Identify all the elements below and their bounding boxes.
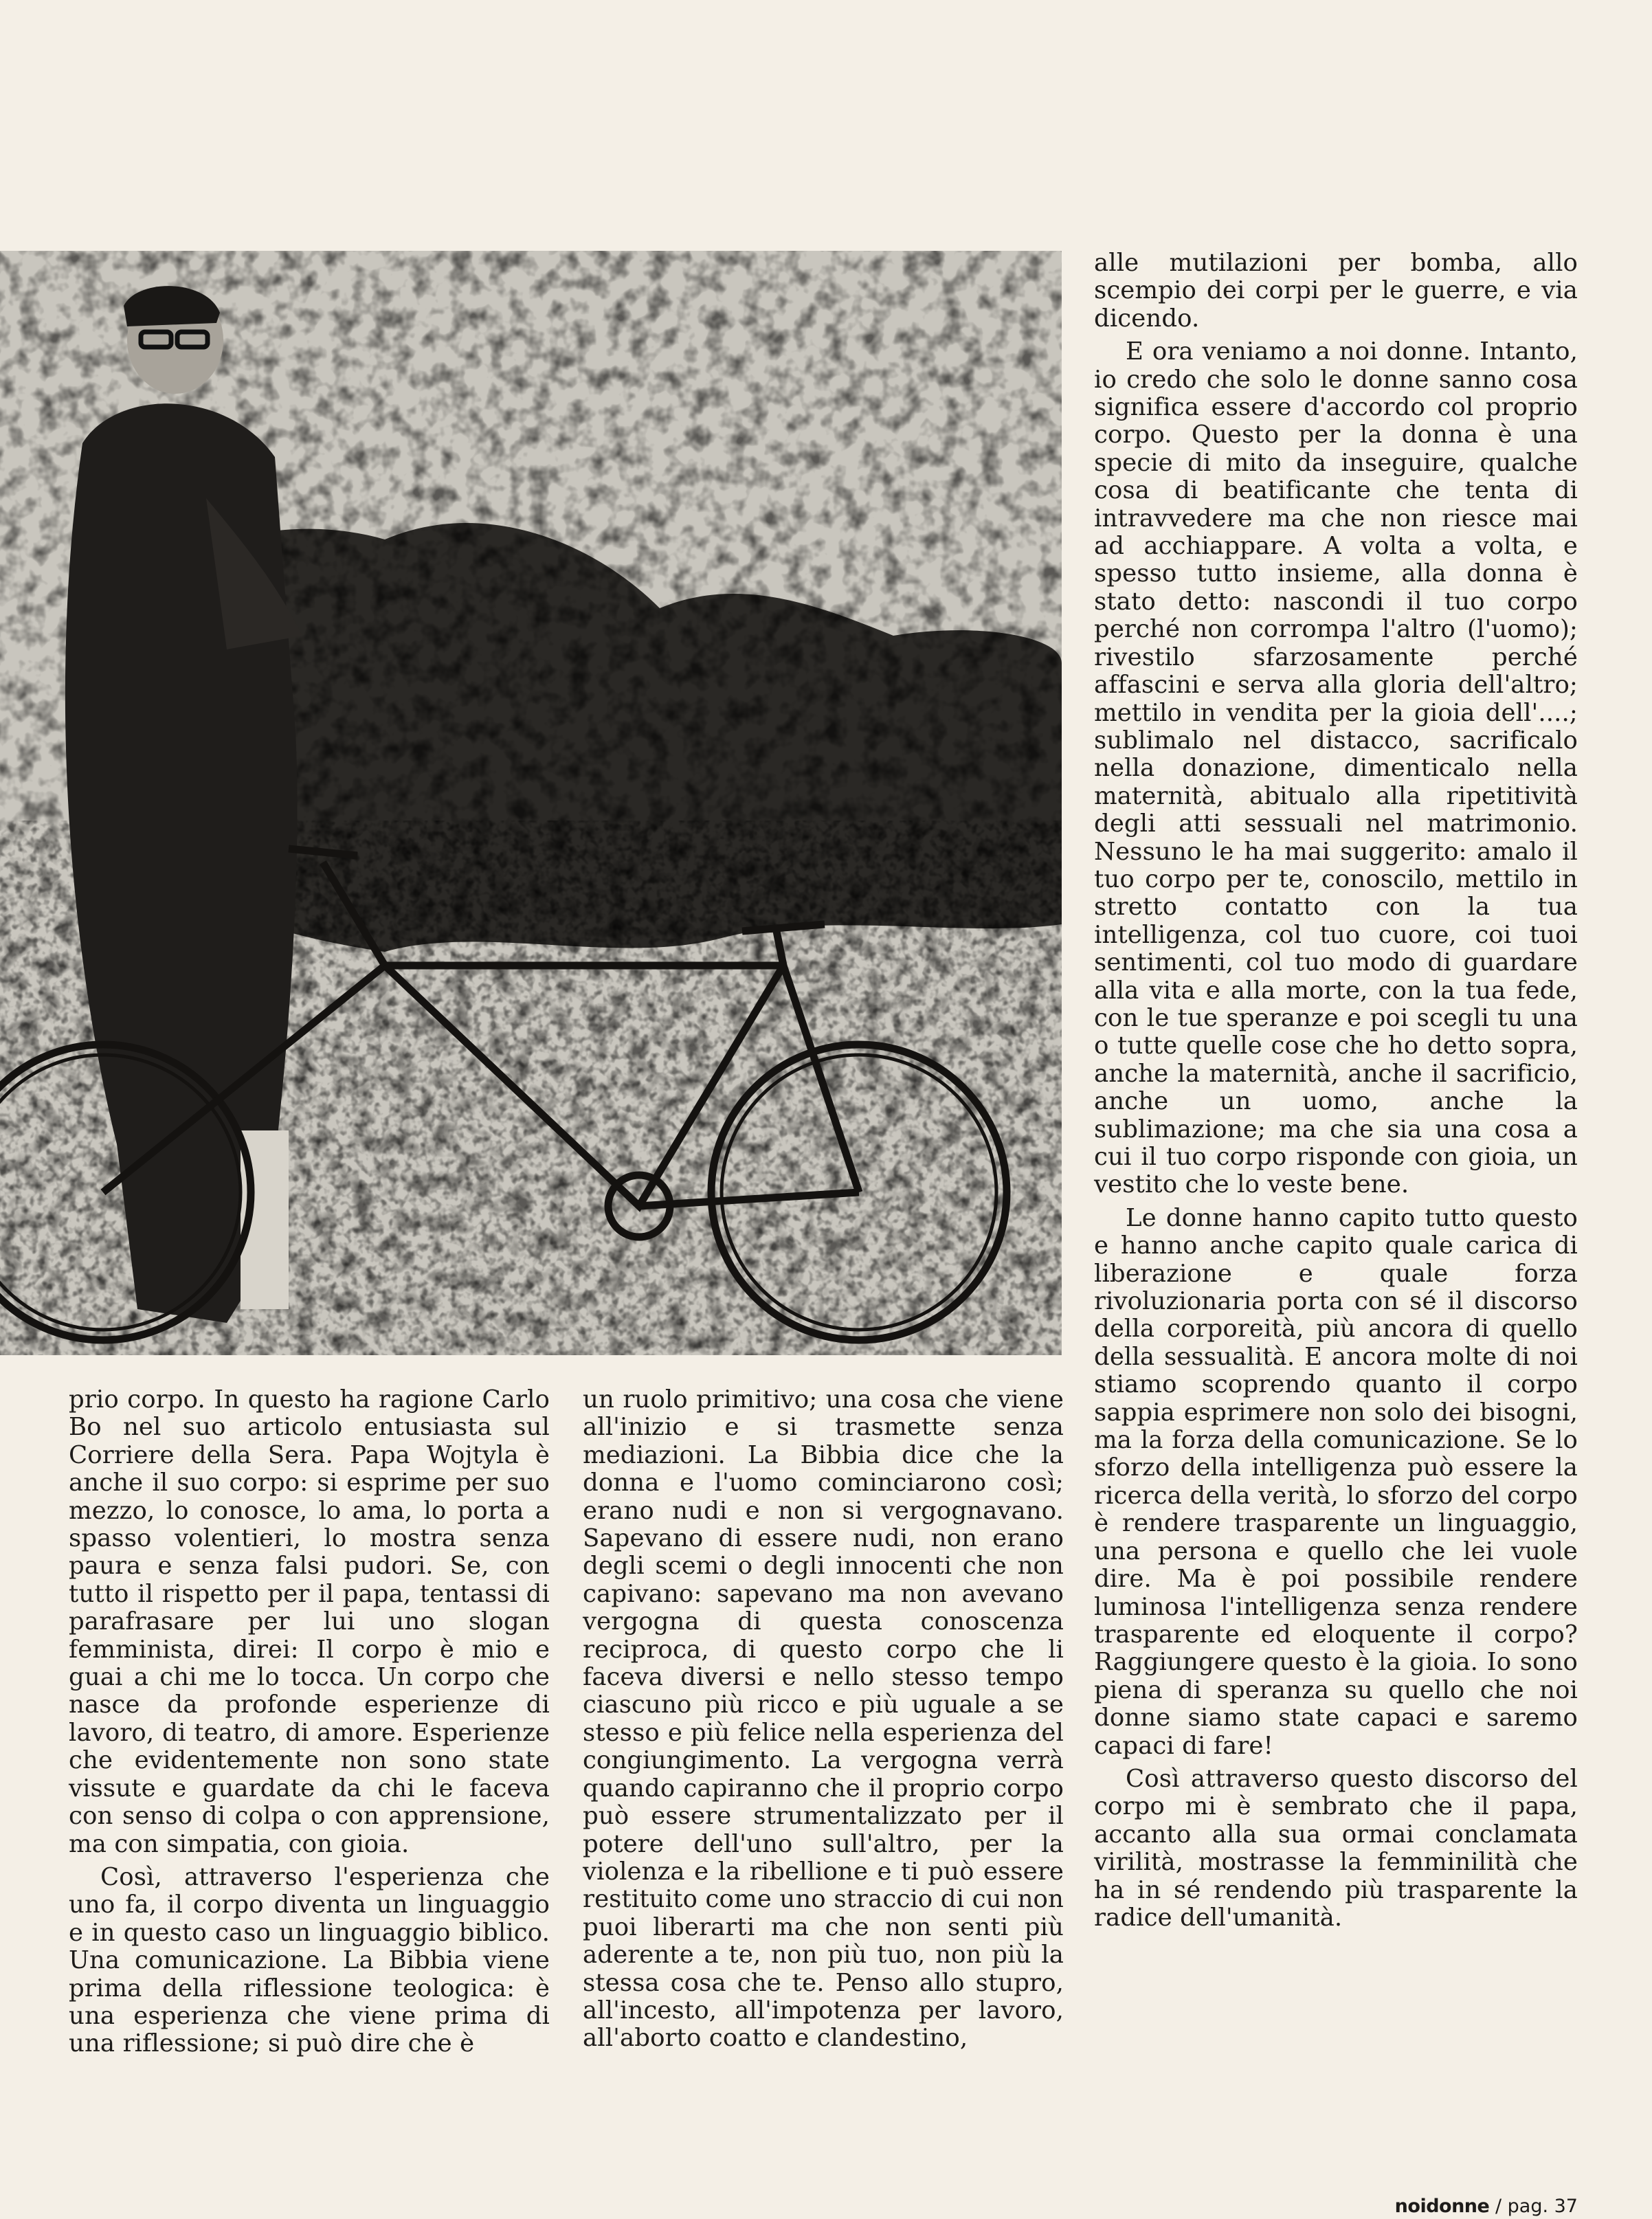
article-paragraph: alle mutilazioni per bomba, allo scempio dei corpi per le guerre, e via dicendo. xyxy=(1094,249,1578,333)
article-paragraph: prio corpo. In questo ha ragione Carlo Bo nel suo articolo entusiasta sul Corriere della Sera. Papa Wojtyla è anche il suo corpo: si esprime per suo mezzo, lo conosce, lo ama, lo porta a spasso volentieri, lo mostra senza paura e senza falsi pudori. Se, con tutto il rispetto per il papa, tentassi di parafrasare per lui uno slogan femminista, direi: Il corpo è mio e guai a chi me lo tocca. Un corpo che nasce da profonde esperienze di lavoro, di teatro, di amore. Esperienze che evidentemente non sono state vissute e guardate da chi le faceva con senso di colpa o con apprensione, ma con simpatia, con gioia. xyxy=(69,1385,550,1858)
article-column-left xyxy=(69,1386,550,2064)
page-footer xyxy=(1395,2196,1578,2217)
friar-bicycle-photo xyxy=(0,251,1062,1355)
article-column-right xyxy=(1094,249,1578,1937)
magazine-brand: noidonne xyxy=(1394,2196,1490,2217)
article-column-middle xyxy=(583,1386,1064,2058)
page-number: pag. 37 xyxy=(1507,2196,1578,2217)
article-paragraph: Così attraverso questo discorso del corpo mi è sembrato che il papa, accanto alla sua ormai conclamata virilità, mostrasse la femminilità che ha in sé rendendo più trasparente la radice dell'umanità. xyxy=(1094,1764,1578,1932)
article-paragraph: E ora veniamo a noi donne. Intanto, io credo che solo le donne sanno cosa significa essere d'accordo col proprio corpo. Questo per la donna è una specie di mito da inseguire, qualche cosa di beatificante che tenta di intravvedere ma che non riesce mai ad acchiappare. A volta a volta, e spesso tutto insieme, alla donna è stato detto: nascondi il tuo corpo perché non corrompa l'altro (l'uomo); rivestilo sfarzosamente perché affascini e serva alla gloria dell'altro; mettilo in vendita per la gioia dell'....; sublimalo nel distacco, sacrificalo nella donazione, dimenticalo nella maternità, abitualo alla ripetitività degli atti sessuali nel matrimonio. Nessuno le ha mai suggerito: amalo il tuo corpo per te, conoscilo, mettilo in stretto contatto con la tua intelligenza, col tuo cuore, coi tuoi sentimenti, col tuo modo di guardare alla vita e alla morte, con la tua fede, con le tue speranze e poi scegli tu una o tutte quelle cose che ho detto sopra, anche la maternità, anche il sacrificio, anche un uomo, anche la sublimazione; ma che sia una cosa a cui il tuo corpo risponde con gioia, un vestito che lo veste bene. xyxy=(1094,337,1578,1199)
article-paragraph: Così, attraverso l'esperienza che uno fa, il corpo diventa un linguaggio e in questo caso un linguaggio biblico. Una comunicazione. La Bibbia viene prima della riflessione teologica: è una esperienza che viene prima di una riflessione; si può dire che è xyxy=(69,1862,550,2058)
footer-separator: / xyxy=(1495,2196,1502,2217)
article-paragraph: Le donne hanno capito tutto questo e hanno anche capito quale carica di liberazione e quale forza rivoluzionaria porta con sé il discorso della corporeità, più ancora di quello della sessualità. E ancora molte di noi stiamo scoprendo quanto il corpo sappia esprimere non solo dei bisogni, ma la forza della comunicazione. Se lo sforzo della intelligenza può essere la ricerca della verità, lo sforzo del corpo è rendere trasparente un linguaggio, una persona e quello che lei vuole dire. Ma è poi possibile rendere luminosa l'intelligenza senza rendere trasparente ed eloquente il corpo? Raggiungere questo è la gioia. Io sono piena di speranza su quello che noi donne siamo state capaci e saremo capaci di fare! xyxy=(1094,1203,1578,1760)
article-paragraph: un ruolo primitivo; una cosa che viene all'inizio e si trasmette senza mediazioni. La Bibbia dice che la donna e l'uomo cominciarono così; erano nudi e non si vergognavano. Sapevano di essere nudi, non erano degli scemi o degli innocenti che non capivano: sapevano ma non avevano vergogna di questa conoscenza reciproca, di questo corpo che li faceva diversi e nello stesso tempo ciascuno più ricco e più uguale a se stesso e più felice nella esperienza del congiungimento. La vergogna verrà quando capiranno che il proprio corpo può essere strumentalizzato per il potere dell'uno sull'altro, per la violenza e la ribellione e ti può essere restituito come uno straccio di cui non puoi liberarti ma che non senti più aderente a te, non più tuo, non più la stessa cosa che te. Penso allo stupro, all'incesto, all'impotenza per lavoro, all'aborto coatto e clandestino, xyxy=(583,1385,1064,2053)
photo-illustration xyxy=(0,251,1062,1355)
